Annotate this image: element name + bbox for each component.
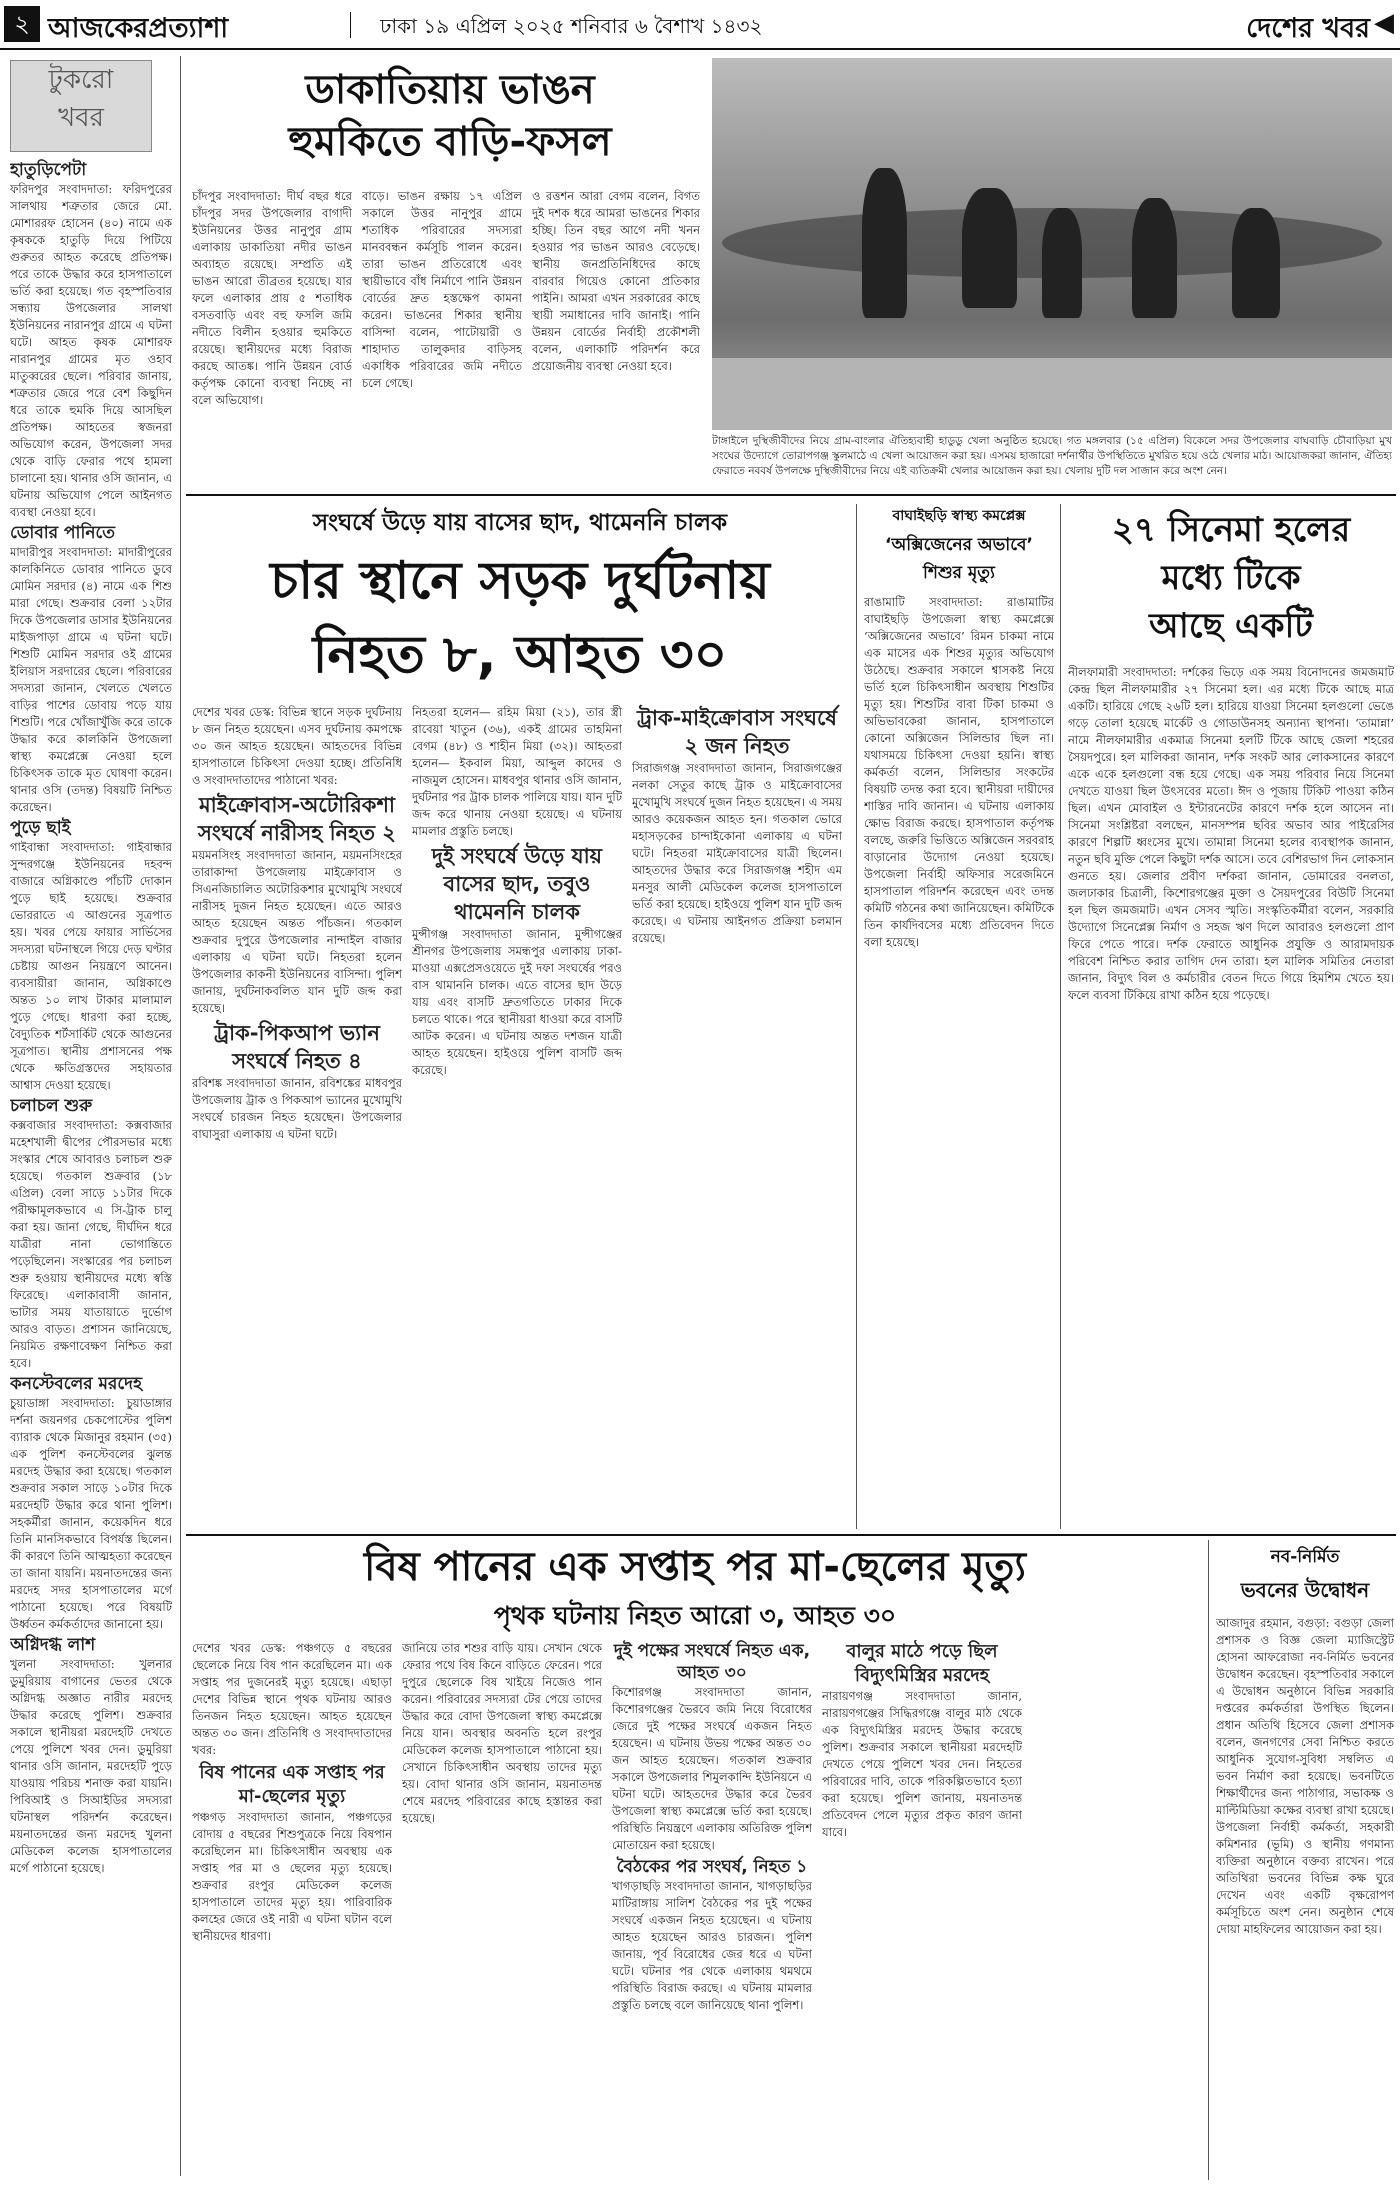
poison-headline: বিষ পানের এক সপ্তাহ পর মা-ছেলের মৃত্যু bbox=[363, 1544, 1027, 1590]
sidebar-divider bbox=[180, 56, 181, 2176]
oxygen-headline: ‘অক্সিজেনের অভাবে’ শিশুর মৃত্যু bbox=[885, 535, 1033, 583]
poison-subheadline: পৃথক ঘটনায় নিহত আরো ৩, আহত ৩০ bbox=[493, 1601, 897, 1630]
accident-sub4-body: সিরাজগঞ্জ সংবাদদাতা জানান, সিরাজগঞ্জের নলকা সেতুর কাছে ট্রাক ও মাইক্রোবাসের মুখোমুখি সংঘর্ষে দুজন নিহত হয়েছেন। এ সময় আরও কয়েকজন আহত হন। গতকাল ভোরে মহাসড়কের চান্দাইকোনা এলাকায় এ ঘটনা ঘটে। নিহতরা মাইক্রোবাসের যাত্রী ছিলেন। আহতদের উদ্ধার করে সিরাজগঞ্জ শহীদ এম মনসুর আলী মেডিকেল কলেজ হাসপাতালে ভর্তি করা হয়েছে। হাইওয়ে পুলিশ যান দুটি জব্দ করেছে। এ ঘটনায় আইনগত প্রক্রিয়া চলমান রয়েছে। bbox=[632, 761, 842, 945]
kabaddi-photo bbox=[712, 58, 1392, 430]
section-rule bbox=[186, 1534, 1396, 1536]
brief-body: চুয়াডাঙ্গা সংবাদদাতা: চুয়াডাঙ্গার দর্শনা জয়নগর চেকপোস্টের পুলিশ ব্যারাক থেকে মিজানুর রহমান (৩৫) এক পুলিশ কনস্টেবলের ঝুলন্ত মরদেহ উদ্ধার করা হয়েছে। গতকাল শুক্রবার সকাল সাড়ে ১০টার দিকে মরদেহটি উদ্ধার করে থানা পুলিশ। সহকর্মীরা জানান, কয়েকদিন ধরে তিনি মানসিকভাবে বিপর্যস্ত ছিলেন। কী কারণে তিনি আত্মহত্যা করেছেন তা জানা যায়নি। ময়নাতদন্তের জন্য মরদেহ সদর হাসপাতালের মর্গে পাঠানো হয়েছে। পরে বিষয়টি উর্ধ্বতন কর্মকর্তাদের জানানো হয়। bbox=[10, 1396, 172, 1631]
accident-col2 bbox=[412, 704, 622, 1528]
cinema-headline-line2: মধ্যে টিকে bbox=[1161, 558, 1301, 598]
accident-sub3: দুই সংঘর্ষে উড়ে যায় বাসের ছাদ, তবুও থামেননি চালক bbox=[431, 844, 603, 924]
accident-sub2-body: রবিশঙ্ক সংবাদদাতা জানান, রবিশঙ্কের মাধবপুর উপজেলায় ট্রাক ও পিকআপ ভ্যানের মুখোমুখি সংঘর্ষে চারজন নিহত হয়েছেন। উপজেলার বাঘাসুরা এলাকায় এ ঘটনা ঘটে। bbox=[192, 1076, 402, 1141]
brand-part2: প্রত্যাশা bbox=[148, 13, 229, 44]
poison-lead: দেশের খবর ডেস্ক: পঞ্চগড়ে ৫ বছরের ছেলেকে নিয়ে বিষ পান করেছিলেন মা। এক সপ্তাহ পর দুজনেরই মৃত্যু হয়েছে। এছাড়া দেশের বিভিন্ন স্থানে পৃথক ঘটনায় আরও তিনজন নিহত হয়েছেন। আহত হয়েছেন অন্তত ৩০ জন। প্রতিনিধি ও সংবাদদাতাদের খবর: bbox=[192, 1641, 392, 1757]
accident-sub1-body: ময়মনসিংহ সংবাদদাতা জানান, ময়মনসিংহের তারাকান্দা উপজেলায় মাইক্রোবাস ও সিএনজিচালিত অটোরিকশার মুখোমুখি সংঘর্ষে নারীসহ দুজন নিহত হয়েছেন। এতে আরও আহত হয়েছেন অন্তত পাঁচজন। গতকাল শুক্রবার দুপুরে উপজেলার নান্দাইল বাজার এলাকায় এ ঘটনা ঘটে। নিহতরা হলেন উপজেলার কাকনী ইউনিয়নের বাসিন্দা। পুলিশ জানায়, দুর্ঘটনাকবলিত যান দুটি জব্দ করা হয়েছে। bbox=[192, 848, 402, 1015]
poison-sub4: বালুর মাঠে পড়ে ছিল বিদ্যুৎমিস্ত্রির মরদেহ bbox=[846, 1641, 998, 1686]
building-kicker: নব-নির্মিত bbox=[1270, 1547, 1340, 1567]
poison-sub2: দুই পক্ষের সংঘর্ষে নিহত এক, আহত ৩০ bbox=[613, 1641, 811, 1683]
top-headline-line1: ডাকাতিয়ায় ভাঙন bbox=[305, 67, 595, 113]
oxygen-kicker: বাঘাইছড়ি স্বাস্থ্য কমপ্লেক্স bbox=[892, 508, 1026, 524]
accident-col1 bbox=[192, 704, 402, 1528]
brief-body: মাদারীপুর সংবাদদাতা: মাদারীপুরের কালকিনিতে ডোবার পানিতে ডুবে মোমিন সরদার (৪) নামে এক শিশু মারা গেছে। শুক্রবার বেলা ১২টার দিকে উপজেলার ডাসার ইউনিয়নের মাইজপাড়া গ্রামে এ ঘটনা ঘটে। শিশুটি মোমিন সরদার ওই গ্রামের ইলিয়াস সরদারের ছেলে। পরিবারের সদস্যরা জানান, খেলতে খেলতে বাড়ির পাশের ডোবায় পড়ে যায় শিশুটি। পরে খোঁজাখুঁজি করে তাকে উদ্ধার করে কালকিনি উপজেলা স্বাস্থ্য কমপ্লেক্সে নেওয়া হলে চিকিৎসক তাকে মৃত ঘোষণা করেন। থানার ওসি (তদন্ত) বিষয়টি নিশ্চিত করেছেন। bbox=[10, 545, 172, 814]
dateline: ঢাকা ১৯ এপ্রিল ২০২৫ শনিবার ৬ বৈশাখ ১৪৩২ bbox=[380, 14, 763, 38]
page-header bbox=[0, 0, 1400, 50]
column-divider bbox=[1060, 504, 1061, 1529]
poison-col4 bbox=[822, 1640, 1022, 2180]
oxygen-story bbox=[864, 504, 1054, 1529]
accident-sub4: ট্রাক-মাইক্রোবাস সংঘর্ষে ২ জন নিহত bbox=[636, 706, 838, 758]
top-story-col3: ও রত্তশন আরা বেগম বলেন, বিগত দুই দশক ধরে আমরা ভাঙনের শিকার হচ্ছি। তিন বছর আগে নদী খনন হওয়ার পর ভাঙন আরও বেড়েছে। স্থানীয় জনপ্রতিনিধিদের কাছে বারবার গিয়েও কোনো প্রতিকার পাইনি। আমরা এখন সরকারের কাছে স্থায়ী সমাধানের দাবি জানাই। পানি উন্নয়ন বোর্ডের নির্বাহী প্রকৌশলী বলেন, এলাকাটি পরিদর্শন করে প্রয়োজনীয় ব্যবস্থা নেওয়া হবে। bbox=[532, 189, 700, 373]
badge-line1: টুকরো bbox=[48, 65, 114, 95]
header-divider bbox=[350, 12, 351, 38]
brief-body: গাইবান্ধা সংবাদদাতা: গাইবান্ধার সুন্দরগঞ্জে ইউনিয়নের দহবন্দ বাজারে অগ্নিকাণ্ডে পাঁচটি দোকান পুড়ে ছাই হয়েছে। শুক্রবার ভোররাতে এ আগুনের সূত্রপাত হয়। খবর পেয়ে ফায়ার সার্ভিসের সদস্যরা ঘটনাস্থলে গিয়ে দেড় ঘণ্টার চেষ্টায় আগুন নিয়ন্ত্রণে আনেন। ব্যবসায়ীরা জানান, অগ্নিকাণ্ডে অন্তত ১০ লাখ টাকার মালামাল পুড়ে গেছে। ধারণা করা হচ্ছে, বৈদ্যুতিক শর্টসার্কিট থেকে আগুনের সূত্রপাত। স্থানীয় প্রশাসনের পক্ষ থেকে ক্ষতিগ্রস্তদের সহায়তার আশ্বাস দেওয়া হয়েছে। bbox=[10, 840, 172, 1092]
brief-body: খুলনা সংবাদদাতা: খুলনার ডুমুরিয়ায় বাগানের ভেতর থেকে অগ্নিদগ্ধ অজ্ঞাত নারীর মরদেহ উদ্ধার করেছে পুলিশ। শুক্রবার সকালে স্থানীয়রা মরদেহটি দেখতে পেয়ে পুলিশে খবর দেন। ডুমুরিয়া থানার ওসি জানান, মরদেহটি পুড়ে যাওয়ায় পরিচয় শনাক্ত করা যায়নি। পিবিআই ও সিআইডির সদস্যরা ঘটনাস্থল পরিদর্শন করেছেন। ময়নাতদন্তের জন্য মরদেহ খুলনা মেডিকেল কলেজ হাসপাতালের মর্গে পাঠানো হয়েছে। bbox=[10, 1657, 172, 1875]
page-number: ২ bbox=[4, 6, 40, 42]
building-body: আজাদুর রহমান, বগুড়া: বগুড়া জেলা প্রশাসক ও বিজ্ঞ জেলা ম্যাজিস্ট্রেট হোসনা আফরোজা নব-নির্মিত ভবনের উদ্বোধন করেছেন। বৃহস্পতিবার সকালে এ উদ্বোধন অনুষ্ঠানে বিভিন্ন সরকারি দপ্তরের কর্মকর্তারা উপস্থিত ছিলেন। প্রধান অতিথি হিসেবে জেলা প্রশাসক বলেন, জনগণের সেবা নিশ্চিত করতে আধুনিক সুযোগ-সুবিধা সম্বলিত এ ভবন নির্মাণ করা হয়েছে। ভবনটিতে শিক্ষার্থীদের জন্য পাঠাগার, সভাকক্ষ ও মাল্টিমিডিয়া কক্ষের ব্যবস্থা রাখা হয়েছে। উপজেলা নির্বাহী কর্মকর্তা, সহকারী কমিশনার (ভূমি) ও স্থানীয় গণমান্য ব্যক্তিরা অনুষ্ঠানে বক্তব্য রাখেন। পরে অতিথিরা ভবনের বিভিন্ন কক্ষ ঘুরে দেখেন এবং একটি বৃক্ষরোপণ কর্মসূচিতে অংশ নেন। অনুষ্ঠান শেষে দোয়া মাহফিলের আয়োজন করা হয়। bbox=[1216, 1616, 1394, 1936]
poison-col3 bbox=[612, 1640, 812, 2180]
ground bbox=[712, 358, 1392, 430]
poison-sub3: বৈঠকের পর সংঘর্ষ, নিহত ১ bbox=[616, 1857, 808, 1877]
accident-sub1: মাইক্রোবাস-অটোরিকশা সংঘর্ষে নারীসহ নিহত ২ bbox=[198, 793, 396, 845]
accident-headline-line1: চার স্থানে সড়ক দুর্ঘটনায় bbox=[270, 551, 770, 611]
accident-headline bbox=[190, 544, 850, 692]
top-story-col1: চাঁদপুর সংবাদদাতা: দীর্ঘ বছর ধরে চাঁদপুর সদর উপজেলার বাগাদী ইউনিয়নের উত্তর নানুপুর গ্রাম এলাকায় ডাকাতিয়া নদীর ভাঙন অব্যাহত রয়েছে। সম্প্রতি এই ভাঙন আরো তীব্রতর হয়েছে। যার ফলে এলাকার প্রায় ৫ শতাধিক বসতবাড়ি এবং বহু ফসলি জমি নদীতে বিলীন হওয়ার হুমকিতে রয়েছে। স্থানীয়দের মধ্যে বিরাজ করছে আতঙ্ক। পানি উন্নয়ন বোর্ড কর্তৃপক্ষ কোনো ব্যবস্থা নিচ্ছে না বলে অভিযোগ। bbox=[192, 189, 352, 407]
oxygen-body: রাঙামাটি সংবাদদাতা: রাঙামাটির বাঘাইছড়ি উপজেলা স্বাস্থ্য কমপ্লেক্সে ‘অক্সিজেনের অভাবে’ রিমন চাকমা নামে এক মাসের এক শিশুর মৃত্যুর অভিযোগ উঠেছে। শুক্রবার সকালে শ্বাসকষ্ট নিয়ে ভর্তি হলে চিকিৎসাধীন অবস্থায় শিশুটির মৃত্যু হয়। শিশুটির বাবা টিকা চাকমা ও অভিভাবকেরা জানান, হাসপাতালে কোনো অক্সিজেন সিলিন্ডার ছিল না। যথাসময়ে চিকিৎসা দেওয়া হয়নি। স্বাস্থ্য কর্মকর্তা বলেন, সিলিন্ডার সংকটের বিষয়টি তদন্ত করা হবে। স্থানীয়রা দায়ীদের শাস্তির দাবি জানান। এ ঘটনায় এলাকায় ক্ষোভ বিরাজ করছে। হাসপাতাল কর্তৃপক্ষ বলছে, জরুরি ভিত্তিতে অক্সিজেন সরবরাহ বাড়ানোর উদ্যোগ নেওয়া হয়েছে। উপজেলা নির্বাহী অফিসার সরেজমিনে হাসপাতাল পরিদর্শন করেছেন এবং তদন্ত কমিটি গঠনের কথা জানিয়েছেন। কমিটিকে তিন কার্যদিবসের মধ্যে প্রতিবেদন দিতে বলা হয়েছে। bbox=[864, 595, 1054, 949]
brief-title: অগ্নিদগ্ধ লাশ bbox=[10, 1635, 96, 1655]
brief-title: কনস্টেবলের মরদেহ bbox=[10, 1374, 143, 1394]
poison-sub2-body: কিশোরগঞ্জ সংবাদদাতা জানান, কিশোরগঞ্জের ভৈরবে জমি নিয়ে বিরোধের জেরে দুই পক্ষের সংঘর্ষে একজন নিহত হয়েছেন। এ ঘটনায় উভয় পক্ষের অন্তত ৩০ জন আহত হয়েছেন। গতকাল শুক্রবার সকালে উপজেলার শিমুলকান্দি ইউনিয়নে এ ঘটনা ঘটে। আহতদের উদ্ধার করে ভৈরব উপজেলা স্বাস্থ্য কমপ্লেক্সে ভর্তি করা হয়েছে। পরিস্থিতি নিয়ন্ত্রণে এলাকায় অতিরিক্ত পুলিশ মোতায়েন করা হয়েছে। bbox=[612, 1685, 812, 1852]
poison-col2: জানিয়ে তার শশুর বাড়ি যায়। সেখান থেকে ফেরার পথে বিষ কিনে বাড়িতে ফেরেন। পরে দুপুরে ছেলেকে বিষ খাইয়ে নিজেও পান করেন। পরিবারের সদস্যরা টের পেয়ে তাদের উদ্ধার করে বোদা উপজেলা স্বাস্থ্য কমপ্লেক্সে নিয়ে যান। অবস্থার অবনতি হলে রংপুর মেডিকেল কলেজ হাসপাতালে পাঠানো হয়। সেখানে চিকিৎসাধীন অবস্থায় তাদের মৃত্যু হয়। বোদা থানার ওসি জানান, ময়নাতদন্ত শেষে মরদেহ পরিবারের কাছে হস্তান্তর করা হয়েছে। bbox=[402, 1641, 602, 1825]
player-figure bbox=[962, 188, 1017, 308]
poison-sub1: বিষ পানের এক সপ্তাহ পর মা-ছেলের মৃত্যু bbox=[199, 1762, 385, 1807]
player-figure bbox=[1232, 208, 1280, 318]
top-headline-line2: হুমকিতে বাড়ি-ফসল bbox=[288, 119, 612, 165]
top-story-headline bbox=[190, 64, 710, 168]
brief-title: হাতুড়িপেটা bbox=[10, 160, 87, 180]
building-headline: ভবনের উদ্বোধন bbox=[1240, 1578, 1370, 1602]
sidebar-briefs bbox=[10, 158, 172, 2178]
poison-sub1-body: পঞ্চগড় সংবাদদাতা জানান, পঞ্চগড়ের বোদায় ৫ বছরের শিশুপুত্রকে নিয়ে বিষপান করেছিলেন মা। চিকিৎসাধীন অবস্থায় এক সপ্তাহ পর মা ও ছেলের মৃত্যু হয়েছে। শুক্রবার রংপুর মেডিকেল কলেজ হাসপাতালে তাদের মৃত্যু হয়। পারিবারিক কলহের জেরে ওই নারী এ ঘটনা ঘটান বলে স্থানীয়দের ধারণা। bbox=[192, 1810, 392, 1943]
cinema-headline-line3: আছে একটি bbox=[1149, 606, 1313, 646]
section-title: দেশের খবর bbox=[1246, 13, 1370, 44]
tukro-khobor-badge bbox=[10, 60, 152, 152]
player-figure bbox=[1132, 198, 1177, 318]
accident-col2-body: নিহতরা হলেন— রহিম মিয়া (২১), তার স্ত্রী রাবেয়া খাতুন (৩৬), একই গ্রামের তাহমিনা বেগম (৪৮) ও শাহীন মিয়া (৩২)। আহতরা হলেন— ইকবাল মিয়া, আব্দুল কাদের ও নাজমুল হোসেন। মাধবপুর থানার ওসি জানান, দুর্ঘটনার পর ট্রাক চালক পালিয়ে যায়। যান দুটি জব্দ করে থানায় নেওয়া হয়েছে। এ ঘটনায় মামলার প্রস্তুতি চলছে। bbox=[412, 705, 622, 838]
brief-title: পুড়ে ছাই bbox=[10, 818, 71, 838]
brief-title: চলাচল শুরু bbox=[10, 1096, 93, 1116]
top-story-col2: বাড়ে। ভাঙন রক্ষায় ১৭ এপ্রিল সকালে উত্তর নানুপুর গ্রামে শতাধিক পরিবারের সদস্যরা মানববন্ধন কর্মসূচি পালন করেন। তারা ভাঙন প্রতিরোধে এবং স্থায়ীভাবে বাঁধ নির্মাণে পানি উন্নয়ন বোর্ডের দ্রুত হস্তক্ষেপ কামনা করেন। ভাঙনের শিকার স্থানীয় বাসিন্দা বলেন, পাটোয়ারী ও শাহাদাত তালুকদার বাড়িসহ একাধিক পরিবারের জমি নদীতে চলে গেছে। bbox=[362, 189, 522, 390]
brand-part1: আজকের bbox=[48, 13, 149, 44]
accident-headline-line2: নিহত ৮, আহত ৩০ bbox=[312, 625, 728, 685]
building-story bbox=[1216, 1544, 1394, 2180]
player-figure bbox=[862, 168, 907, 318]
poison-sub3-body: খাগড়াছড়ি সংবাদদাতা জানান, খাগড়াছড়ির মাটিরাঙ্গায় সালিশ বৈঠকের পর দুই পক্ষের সংঘর্ষে একজন নিহত হয়েছেন। এ ঘটনায় আহত হয়েছেন আরও চারজন। পুলিশ জানায়, পূর্ব বিরোধের জের ধরে এ ঘটনা ঘটে। ঘটনার পর থেকে এলাকায় থমথমে পরিস্থিতি বিরাজ করছে। এ ঘটনায় মামলার প্রস্তুতি চলছে বলে জানিয়েছে থানা পুলিশ। bbox=[612, 1879, 812, 2012]
newspaper-brand bbox=[48, 8, 228, 53]
poison-sub4-body: নারায়ণগঞ্জ সংবাদদাতা জানান, নারায়ণগঞ্জের সিদ্ধিরগঞ্জে বালুর মাঠ থেকে এক বিদ্যুৎমিস্ত্রির মরদেহ উদ্ধার করেছে পুলিশ। শুক্রবার সকালে স্থানীয়রা মরদেহটি দেখতে পেয়ে পুলিশে খবর দেন। নিহতের পরিবারের দাবি, তাকে পরিকল্পিতভাবে হত্যা করা হয়েছে। পুলিশ জানায়, ময়নাতদন্ত প্রতিবেদন পেলে মৃত্যুর প্রকৃত কারণ জানা যাবে। bbox=[822, 1689, 1022, 1839]
column-divider bbox=[1208, 1540, 1209, 2180]
cinema-body: নীলফামারী সংবাদদাতা: দর্শকের ভিড়ে এক সময় বিনোদনের জমজমাট কেন্দ্র ছিল নীলফামারীর ২৭ সিনেমা হল। এর মধ্যে টিকে আছে মাত্র একটি। হারিয়ে গেছে ২৬টি হল। হারিয়ে যাওয়া সিনেমা হলগুলো ভেঙে গড়ে তোলা হয়েছে মার্কেট ও গোডাউনসহ অন্যান্য স্থাপনা। ‘তামান্না’ নামে নীলফামারীর একমাত্র সিনেমা হলটি টিকে আছে জেলা শহরের সৈয়দপুরে। হল মালিকরা জানান, দর্শক সংকট আর লোকসানের কারণে একে একে হলগুলো বন্ধ হয়ে গেছে। এক সময় পরিবার নিয়ে সিনেমা দেখতে যাওয়া ছিল উৎসবের মতো। ঈদ ও পূজায় টিকিট পাওয়া কঠিন ছিল। এখন মোবাইল ও ইন্টারনেটের কারণে দর্শক হলে আসেন না। সিনেমা সংশ্লিষ্টরা বলছেন, মানসম্পন্ন ছবির অভাব আর পাইরেসির কারণে শিল্পটি ধ্বংসের মুখে। তামান্না সিনেমা হলের ব্যবস্থাপক জানান, নতুন ছবি মুক্তি পেলে কিছুটা দর্শক আসে। তবে বেশিরভাগ দিন লোকসান গুনতে হয়। জেলার প্রবীণ দর্শকরা জানান, ডোমারের বনলতা, জলঢাকার চিত্রালী, কিশোরগঞ্জের মুক্তা ও সৈয়দপুরের বিউটি সিনেমা হল ছিল জমজমাট। এখন সেসব স্মৃতি। সংস্কৃতিকর্মীরা বলেন, সরকারি উদ্যোগে সিনেপ্লেক্স নির্মাণ ও সহজ ঋণ দিলে আবারও হলগুলো প্রাণ ফিরে পেতে পারে। দর্শক ফেরাতে আধুনিক প্রযুক্তি ও আরামদায়ক পরিবেশ নিশ্চিত করার তাগিদ দেন তারা। হল মালিক সমিতির নেতারা জানান, বিদ্যুৎ বিল ও কর্মচারীর বেতন দিতে গিয়ে হিমশিম খেতে হয়। ফলে ব্যবসা টিকিয়ে রাখা কঠিন হয়ে পড়েছে। bbox=[1068, 665, 1394, 1002]
poison-col1 bbox=[192, 1640, 392, 2180]
accident-kicker: সংঘর্ষে উড়ে যায় বাসের ছাদ, থামেননি চালক bbox=[312, 510, 728, 536]
brief-body: ফরিদপুর সংবাদদাতা: ফরিদপুরের সালথায় শত্রুতার জেরে মো. মোশাররফ হোসেন (৪০) নামে এক কৃষককে হাতুড়ি দিয়ে পিটিয়ে গুরুতর আহত করেছে প্রতিপক্ষ। পরে তাকে উদ্ধার করে হাসপাতালে ভর্তি করা হয়েছে। গত বৃহস্পতিবার সন্ধ্যায় উপজেলার সালথা ইউনিয়নের নারানপুর গ্রামে এ ঘটনা ঘটে। আহত কৃষক মোশারফ নারানপুর গ্রামের মৃত ওহাব মাতুব্বরের ছেলে। পরিবার জানায়, শত্রুতার জেরে পরে বেশ কিছুদিন ধরে তাকে হুমকি দিয়ে আসছিল প্রতিপক্ষ। আহতের স্বজনরা অভিযোগ করেন, উপজেলা সদর থেকে বাড়ি ফেরার পথে হামলা চালানো হয়। থানার ওসি জানান, এ ঘটনায় অভিযোগ পেলে আইনগত ব্যবস্থা নেওয়া হবে। bbox=[10, 182, 172, 519]
accident-sub2: ট্রাক-পিকআপ ভ্যান সংঘর্ষে নিহত ৪ bbox=[214, 1021, 380, 1073]
section-arrow-icon: ◀ bbox=[1374, 8, 1394, 38]
cinema-headline-line1: ২৭ সিনেমা হলের bbox=[1111, 510, 1351, 550]
player-figure bbox=[1042, 208, 1082, 318]
cinema-headline bbox=[1068, 506, 1394, 650]
badge-line2: খবর bbox=[58, 103, 104, 133]
accident-sub3-body: মুন্সীগঞ্জ সংবাদদাতা জানান, মুন্সীগঞ্জের শ্রীনগর উপজেলায় সমন্ধপুর এলাকায় ঢাকা-মাওয়া এক্সপ্রেসওয়েতে দুই দফা সংঘর্ষের পরও বাস থামাননি চালক। এতে বাসের ছাদ উড়ে যায় এবং বাসটি দ্রুতগতিতে ঢাকার দিকে চলতে থাকে। পরে স্থানীয়রা ধাওয়া করে বাসটি আটক করেন। এ ঘটনায় অন্তত দশজন যাত্রী আহত হয়েছেন। হাইওয়ে পুলিশ বাসটি জব্দ করেছে। bbox=[412, 927, 622, 1077]
accident-col3 bbox=[632, 704, 842, 1528]
section-rule bbox=[186, 494, 1396, 496]
accident-lead: দেশের খবর ডেস্ক: বিভিন্ন স্থানে সড়ক দুর্ঘটনায় ৮ জন নিহত হয়েছেন। এসব দুর্ঘটনায় কমপক্ষে ৩০ জন আহত হয়েছেন। আহতদের বিভিন্ন হাসপাতালে চিকিৎসা দেওয়া হচ্ছে। প্রতিনিধি ও সংবাদদাতাদের পাঠানো খবর: bbox=[192, 705, 402, 787]
brief-title: ডোবার পানিতে bbox=[10, 523, 116, 543]
column-divider bbox=[856, 504, 857, 1529]
brief-body: কক্সবাজার সংবাদদাতা: কক্সবাজার মহেশখালী দ্বীপের পৌরসভার মধ্যে সংস্কার শেষে আবারও চলাচল শুরু হয়েছে। গতকাল শুক্রবার (১৮ এপ্রিল) বেলা সাড়ে ১১টার দিকে পরীক্ষামূলকভাবে এ সি-ট্রাক চালু করা হয়। জানা গেছে, দীর্ঘদিন ধরে যাত্রীরা নানা ভোগান্তিতে পড়েছিলেন। সংস্কারের পর চলাচল শুরু হওয়ায় স্থানীয়দের মধ্যে স্বস্তি ফিরেছে। এলাকাবাসী জানান, ভাটার সময় যাতায়াতে দুর্ভোগ আরও বাড়ত। প্রশাসন জানিয়েছে, নিয়মিত রক্ষণাবেক্ষণ নিশ্চিত করা হবে। bbox=[10, 1118, 172, 1370]
photo-caption: টাঙ্গাইলে দুস্থিজীবীদের নিয়ে গ্রাম-বাংলার ঐতিহ্যবাহী হাডুডু খেলা অনুষ্ঠিত হয়েছে। গত মঙ্গলবার (১৫ এপ্রিল) বিকেলে সদর উপজেলার বাঘবাড়ি চৌবাড়িয়া মুখ সংঘের উদ্যোগে তোরাপগঞ্জ স্কুলমাঠে এ খেলা আয়োজন করা হয়। এসময় হাজারো দর্শনার্থীর উপস্থিতিতে মুখরিত হয়ে ওঠে খেলার মাঠ। আয়োজকরা জানান, ঐতিহ্য ফেরাতে নববর্ষ উপলক্ষে দুস্থিজীবীদের নিয়ে এই ব্যতিক্রমী খেলার আয়োজন করা হয়। খেলায় দুটি দল সাজান করে অংশ নেন। bbox=[712, 435, 1392, 477]
